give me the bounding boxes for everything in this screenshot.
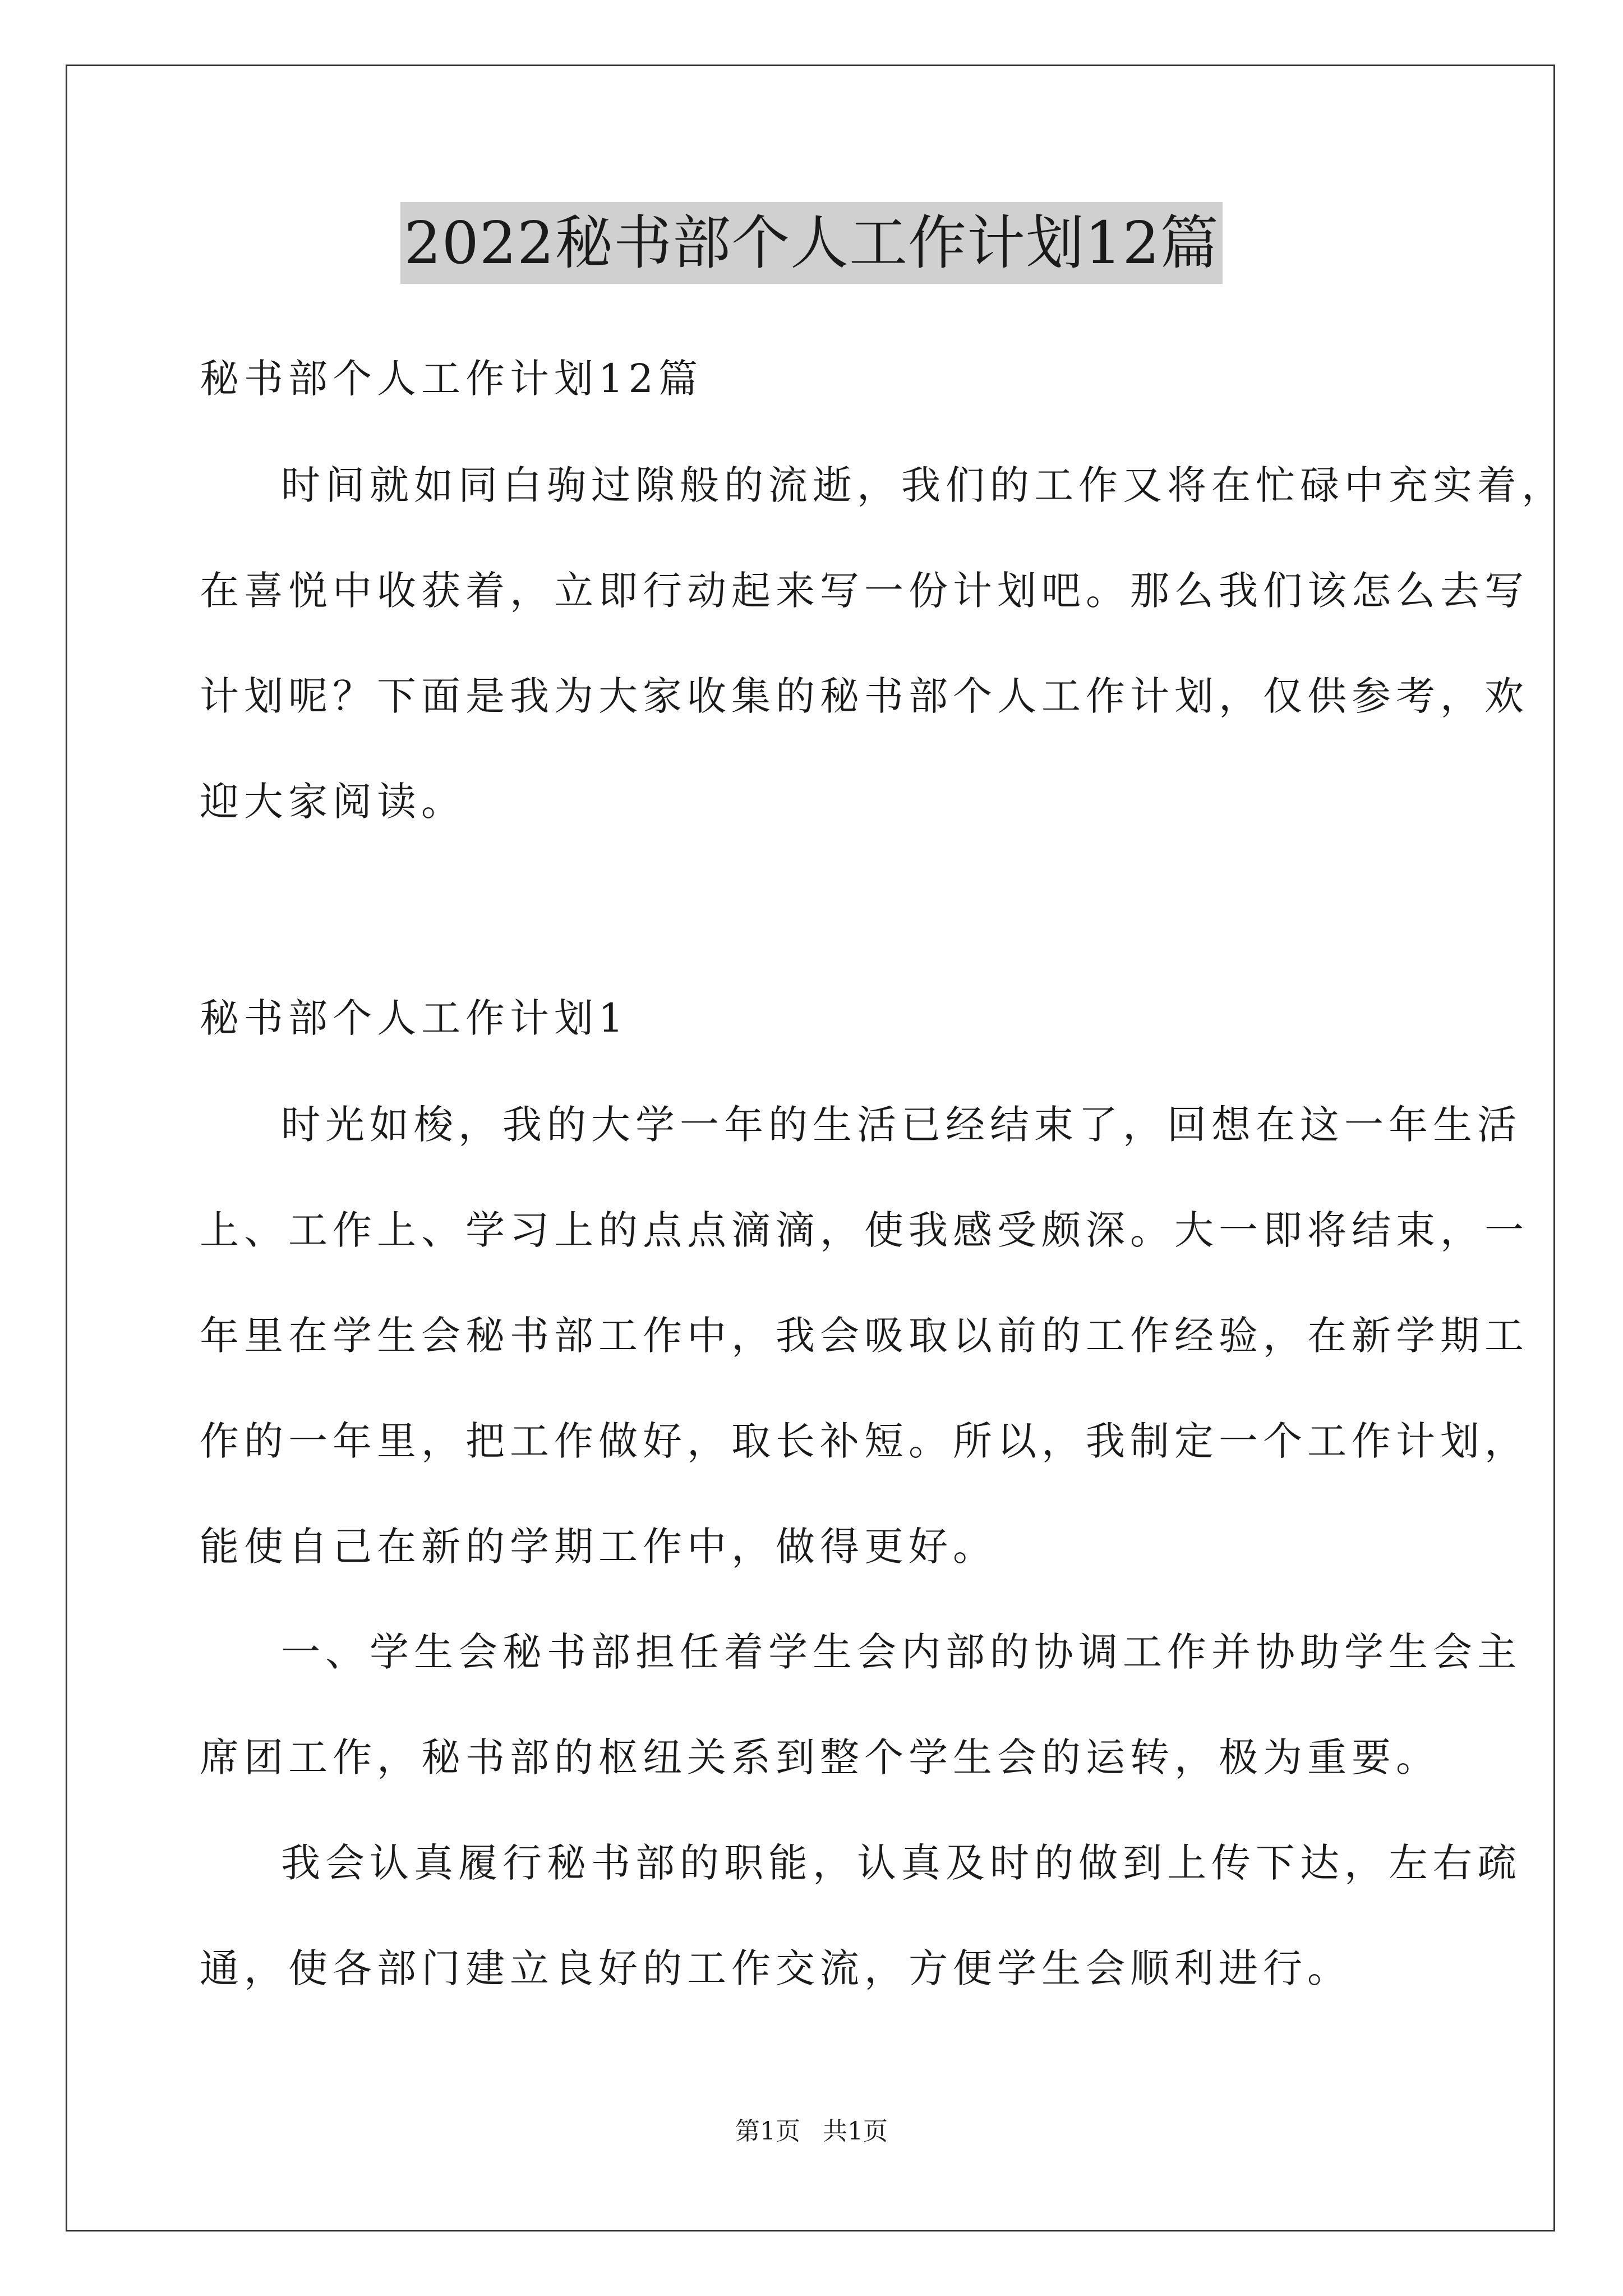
paragraph-line: 作的一年里，把工作做好，取长补短。所以，我制定一个工作计划， <box>200 1418 1529 1464</box>
section-heading: 秘书部个人工作计划1 <box>200 995 629 1041</box>
paragraph-line: 一、学生会秘书部担任着学生会内部的协调工作并协助学生会主 <box>281 1629 1521 1675</box>
paragraph-line: 时间就如同白驹过隙般的流逝，我们的工作又将在忙碌中充实着， <box>281 462 1566 508</box>
section-heading: 秘书部个人工作计划12篇 <box>200 356 703 402</box>
paragraph-line: 计划呢？下面是我为大家收集的秘书部个人工作计划，仅供参考，欢 <box>200 673 1529 719</box>
paragraph-line: 上、工作上、学习上的点点滴滴，使我感受颇深。大一即将结束，一 <box>200 1207 1529 1253</box>
title-container <box>0 202 1623 284</box>
paragraph-line: 在喜悦中收获着，立即行动起来写一份计划吧。那么我们该怎么去写 <box>200 568 1529 614</box>
paragraph-line: 我会认真履行秘书部的职能，认真及时的做到上传下达，左右疏 <box>281 1840 1521 1886</box>
paragraph-line: 能使自己在新的学期工作中，做得更好。 <box>200 1524 997 1570</box>
paragraph-line: 时光如梭，我的大学一年的生活已经结束了，回想在这一年生活 <box>281 1102 1521 1148</box>
page-total: 共1页 <box>823 2117 888 2146</box>
page-footer <box>0 2115 1623 2148</box>
page-number: 第1页 <box>735 2117 800 2146</box>
paragraph-line: 席团工作，秘书部的枢纽关系到整个学生会的运转，极为重要。 <box>200 1734 1440 1780</box>
paragraph-line: 迎大家阅读。 <box>200 779 465 825</box>
paragraph-line: 年里在学生会秘书部工作中，我会吸取以前的工作经验，在新学期工 <box>200 1313 1529 1359</box>
document-title: 2022秘书部个人工作计划12篇 <box>400 202 1222 284</box>
paragraph-line: 通，使各部门建立良好的工作交流，方便学生会顺利进行。 <box>200 1945 1352 1991</box>
